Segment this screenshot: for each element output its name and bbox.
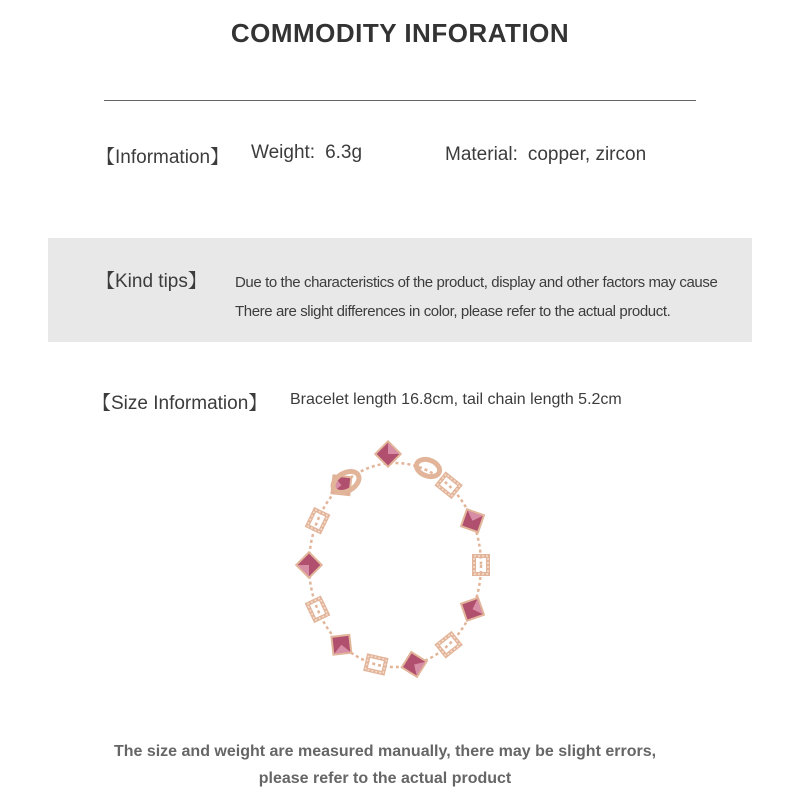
disclaimer-line-1: The size and weight are measured manually, there may be slight errors, [113,743,657,760]
kind-tips-line-1: Due to the characteristics of the product, display and other factors may cause [235,274,718,291]
zircon-stone [295,551,323,579]
title-divider [104,100,696,101]
page-title: COMMODITY INFORATION [230,18,570,48]
pave-link [307,598,327,620]
bracelet-product-image [280,430,510,680]
disclaimer-line-2: please refer to the actual product [258,770,512,787]
pave-link [307,510,327,532]
zircon-stone [460,508,485,533]
material-field [445,144,646,166]
zircon-stone [400,651,428,679]
weight-label: Weight: [251,142,316,163]
kind-tips-label: 【Kind tips】 [96,271,207,292]
weight-field [251,142,362,164]
kind-tips-panel [48,238,752,342]
size-information-text: Bracelet length 16.8cm, tail chain length 5.2cm [290,391,622,408]
measurement-disclaimer [0,738,770,792]
material-value: copper, zircon [527,144,647,165]
size-information-label: 【Size Information】 [92,393,268,414]
weight-value: 6.3g [325,142,363,163]
kind-tips-line-2: There are slight differences in color, please refer to the actual product. [235,303,671,320]
information-label: 【Information】 [96,147,230,168]
pave-link [366,656,387,674]
pave-link [437,634,460,656]
zircon-stone [330,634,352,656]
information-row [96,140,736,170]
material-label: Material: [445,144,518,165]
pave-link [437,474,460,496]
kind-tips-text [235,268,717,326]
zircon-stone [460,597,485,622]
